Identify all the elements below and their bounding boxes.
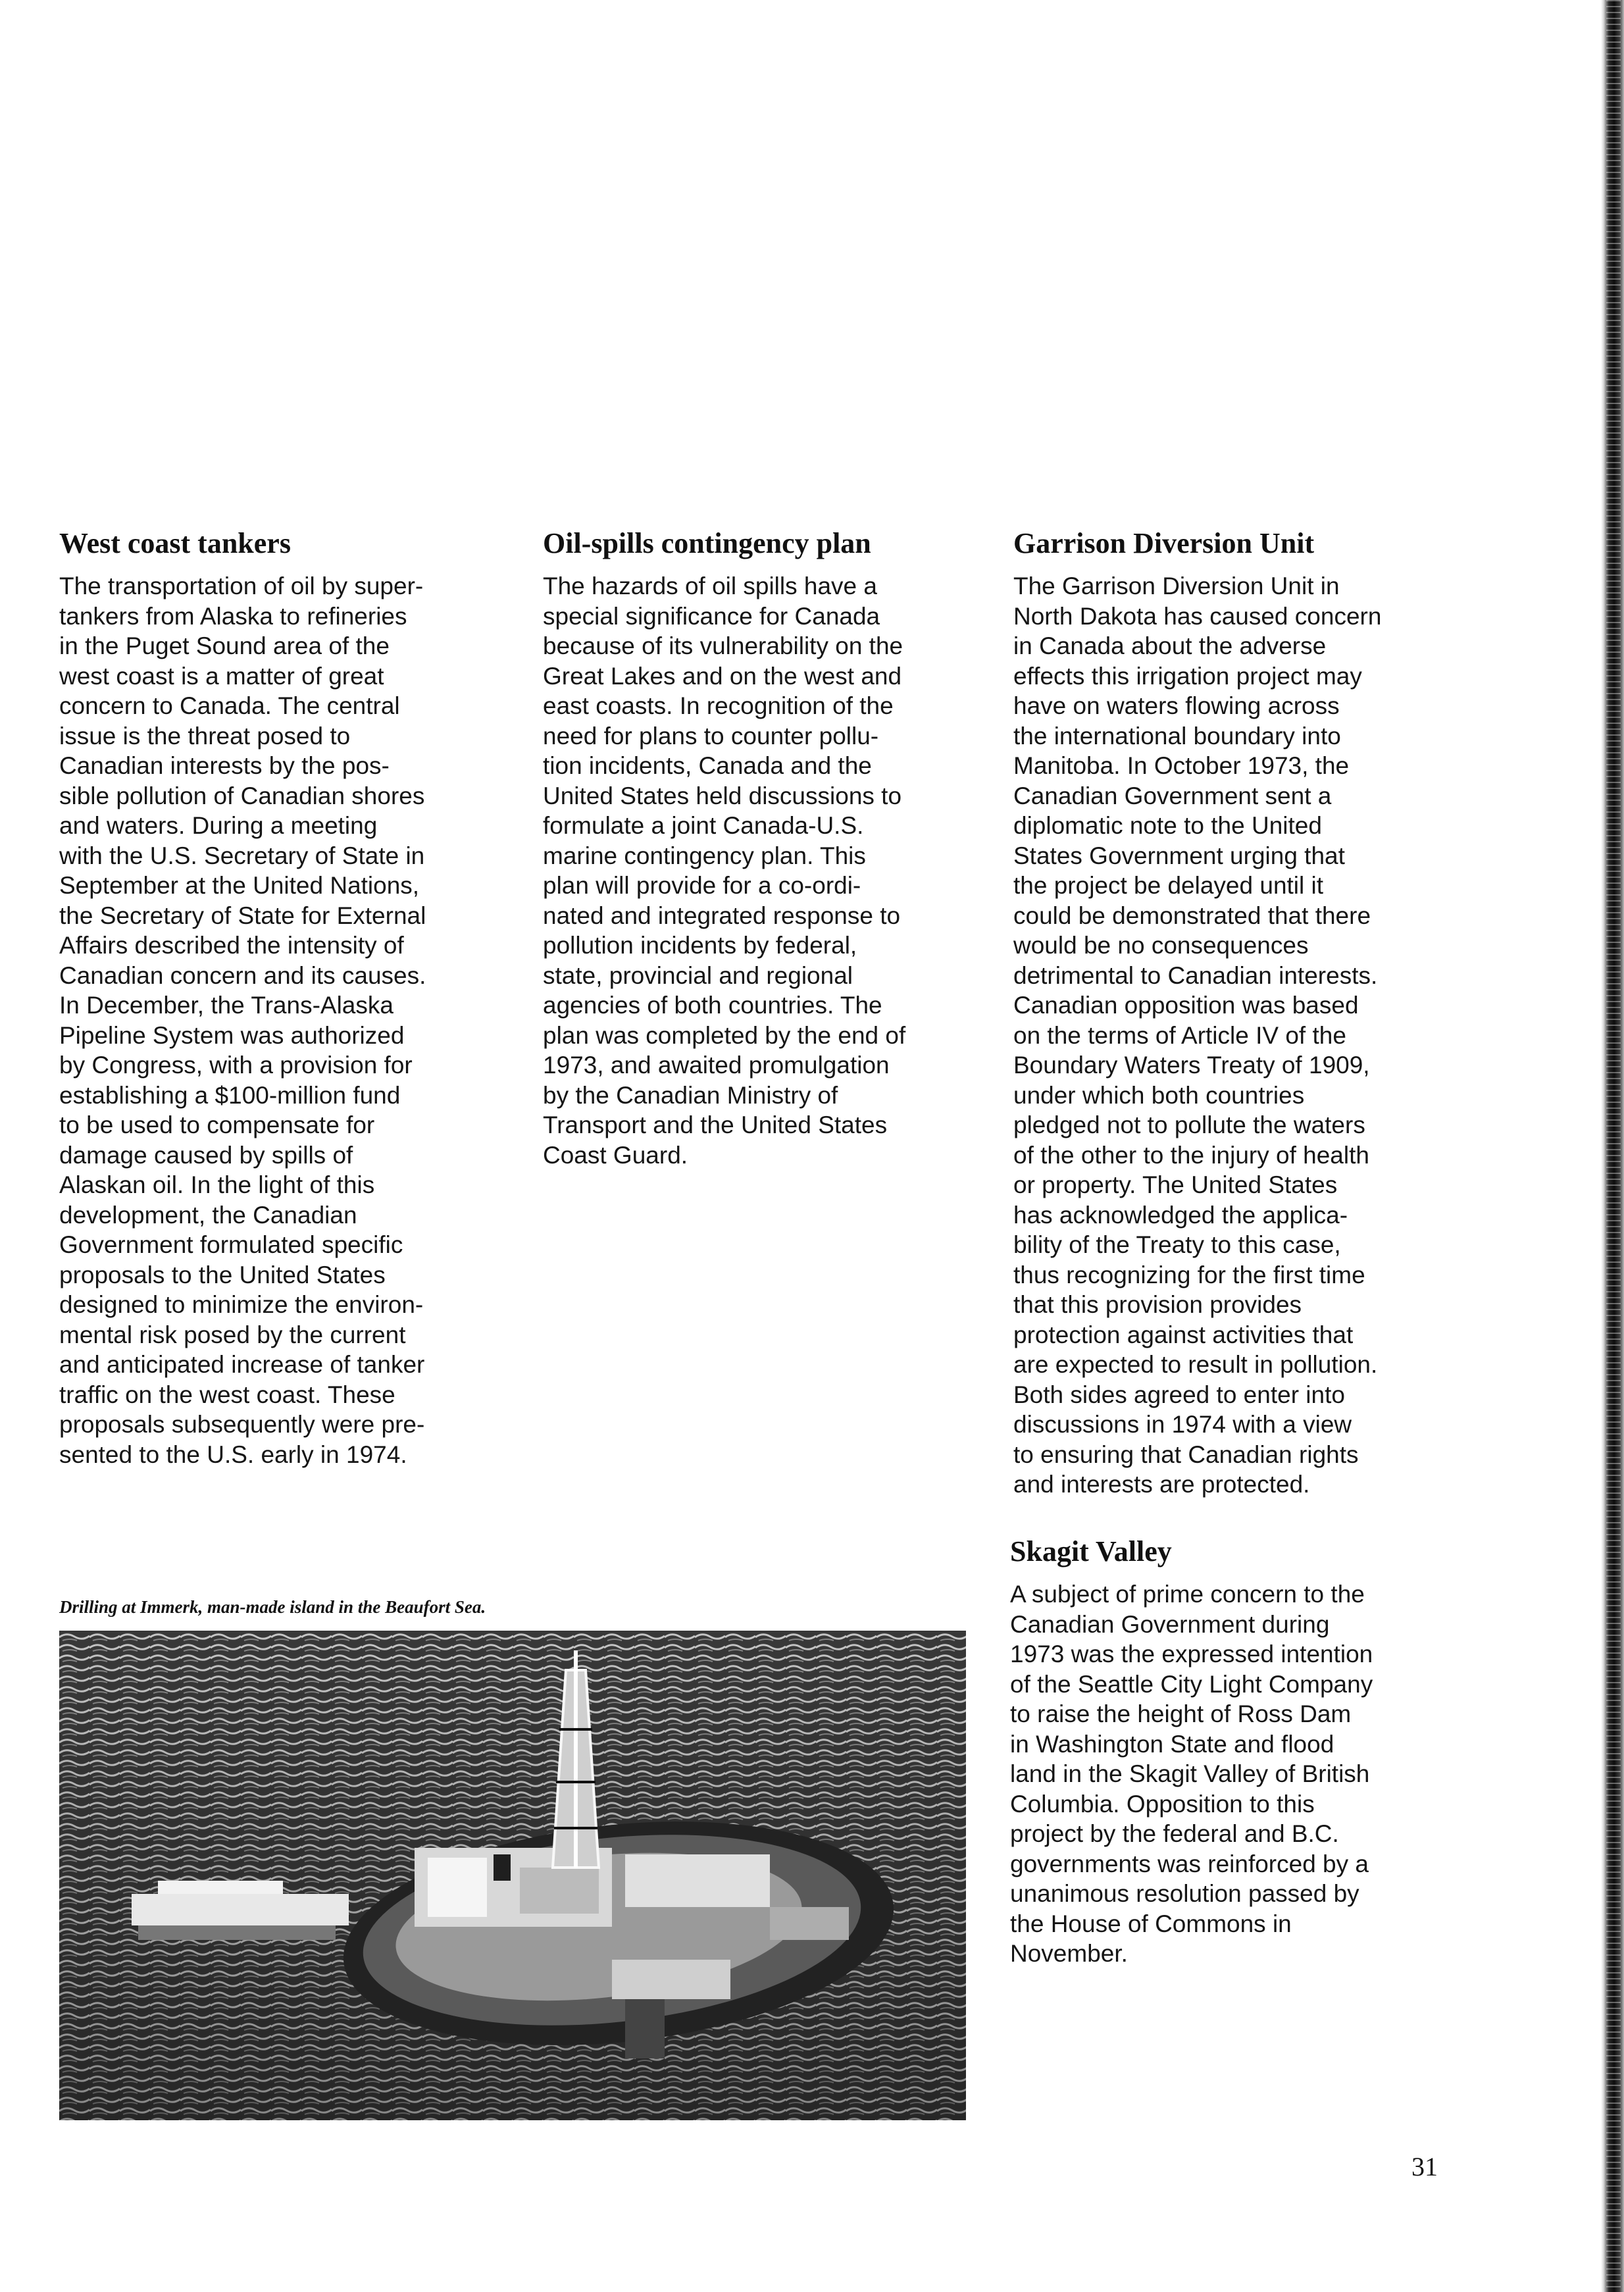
text-line: United States held discussions to bbox=[543, 782, 902, 809]
section-garrison-diversion-unit bbox=[1013, 525, 1451, 1500]
text-line: North Dakota has caused concern bbox=[1013, 602, 1382, 630]
text-line: tion incidents, Canada and the bbox=[543, 752, 872, 779]
text-line: the project be delayed until it bbox=[1013, 872, 1324, 899]
text-line: In December, the Trans-Alaska bbox=[59, 992, 393, 1019]
text-line: proposals to the United States bbox=[59, 1261, 386, 1288]
text-line: need for plans to counter pollu- bbox=[543, 722, 879, 750]
text-line: that this provision provides bbox=[1013, 1291, 1302, 1318]
text-line: The hazards of oil spills have a bbox=[543, 573, 877, 599]
text-line: pollution incidents by federal, bbox=[543, 932, 857, 959]
text-line: A subject of prime concern to the bbox=[1010, 1581, 1365, 1608]
text-line: Both sides agreed to enter into bbox=[1013, 1381, 1345, 1408]
section-heading: Garrison Diversion Unit bbox=[1013, 527, 1315, 559]
text-line: east coasts. In recognition of the bbox=[543, 692, 894, 719]
text-line: on the terms of Article IV of the bbox=[1013, 1021, 1346, 1049]
text-line: of the other to the injury of health bbox=[1013, 1141, 1369, 1169]
text-line: establishing a $100-million fund bbox=[59, 1081, 401, 1109]
section-heading: West coast tankers bbox=[59, 527, 291, 559]
text-line: nated and integrated response to bbox=[543, 902, 901, 929]
text-line: Canadian Government during bbox=[1010, 1610, 1330, 1638]
section-body bbox=[1010, 1579, 1458, 1969]
scan-binding-edge bbox=[1583, 0, 1624, 2292]
text-line: under which both countries bbox=[1013, 1081, 1305, 1109]
text-line: Great Lakes and on the west and bbox=[543, 662, 902, 690]
text-line: special significance for Canada bbox=[543, 602, 880, 630]
text-line: to raise the height of Ross Dam bbox=[1010, 1700, 1352, 1727]
text-line: the Secretary of State for External bbox=[59, 902, 426, 929]
text-line: and interests are protected. bbox=[1013, 1471, 1310, 1498]
text-line: in the Puget Sound area of the bbox=[59, 632, 390, 659]
text-line: Boundary Waters Treaty of 1909, bbox=[1013, 1052, 1370, 1079]
text-line: in Washington State and flood bbox=[1010, 1730, 1334, 1758]
text-line: unanimous resolution passed by bbox=[1010, 1880, 1359, 1907]
text-line: concern to Canada. The central bbox=[59, 692, 400, 719]
text-line: The transportation of oil by super- bbox=[59, 573, 424, 599]
section-oil-spills-contingency-plan bbox=[543, 525, 977, 1170]
text-line: and waters. During a meeting bbox=[59, 812, 378, 839]
text-line: by Congress, with a provision for bbox=[59, 1052, 413, 1079]
text-line: have on waters flowing across bbox=[1013, 692, 1340, 719]
text-line: Canadian interests by the pos- bbox=[59, 752, 390, 779]
text-line: formulate a joint Canada-U.S. bbox=[543, 812, 864, 839]
text-line: November. bbox=[1010, 1940, 1128, 1967]
text-line: and anticipated increase of tanker bbox=[59, 1351, 425, 1378]
text-line: damage caused by spills of bbox=[59, 1141, 353, 1169]
text-line: Canadian concern and its causes. bbox=[59, 961, 426, 989]
text-line: marine contingency plan. This bbox=[543, 842, 866, 869]
text-line: are expected to result in pollution. bbox=[1013, 1351, 1378, 1378]
text-line: September at the United Nations, bbox=[59, 872, 420, 899]
text-line: land in the Skagit Valley of British bbox=[1010, 1760, 1370, 1787]
text-line: project by the federal and B.C. bbox=[1010, 1820, 1339, 1847]
text-line: by the Canadian Ministry of bbox=[543, 1081, 838, 1109]
text-line: protection against activities that bbox=[1013, 1321, 1354, 1348]
text-line: agencies of both countries. The bbox=[543, 992, 882, 1019]
section-skagit-valley bbox=[1010, 1533, 1458, 1969]
text-line: States Government urging that bbox=[1013, 842, 1345, 869]
text-line: because of its vulnerability on the bbox=[543, 632, 903, 659]
text-line: 1973 was the expressed intention bbox=[1010, 1641, 1373, 1668]
text-line: The Garrison Diversion Unit in bbox=[1013, 573, 1340, 599]
text-line: sented to the U.S. early in 1974. bbox=[59, 1440, 407, 1468]
text-line: to ensuring that Canadian rights bbox=[1013, 1440, 1359, 1468]
text-line: 1973, and awaited promulgation bbox=[543, 1052, 890, 1079]
section-west-coast-tankers bbox=[59, 525, 507, 1469]
text-line: could be demonstrated that there bbox=[1013, 902, 1371, 929]
text-line: plan was completed by the end of bbox=[543, 1021, 906, 1049]
text-line: Alaskan oil. In the light of this bbox=[59, 1171, 375, 1198]
text-line: would be no consequences bbox=[1013, 932, 1309, 959]
text-line: designed to minimize the environ- bbox=[59, 1291, 424, 1318]
text-line: proposals subsequently were pre- bbox=[59, 1411, 425, 1438]
text-line: Government formulated specific bbox=[59, 1231, 403, 1258]
text-line: has acknowledged the applica- bbox=[1013, 1201, 1348, 1229]
text-line: thus recognizing for the first time bbox=[1013, 1261, 1365, 1288]
text-line: effects this irrigation project may bbox=[1013, 662, 1362, 690]
text-line: discussions in 1974 with a view bbox=[1013, 1411, 1352, 1438]
page-number: 31 bbox=[1411, 2152, 1438, 2181]
text-line: Affairs described the intensity of bbox=[59, 932, 404, 959]
text-line: of the Seattle City Light Company bbox=[1010, 1670, 1373, 1698]
text-line: Manitoba. In October 1973, the bbox=[1013, 752, 1350, 779]
text-line: pledged not to pollute the waters bbox=[1013, 1111, 1365, 1138]
section-body bbox=[59, 571, 507, 1469]
section-body bbox=[1013, 571, 1451, 1500]
text-line: diplomatic note to the United bbox=[1013, 812, 1322, 839]
text-line: development, the Canadian bbox=[59, 1201, 357, 1229]
text-line: to be used to compensate for bbox=[59, 1111, 375, 1138]
text-line: the House of Commons in bbox=[1010, 1910, 1292, 1937]
text-line: in Canada about the adverse bbox=[1013, 632, 1327, 659]
text-line: Pipeline System was authorized bbox=[59, 1021, 405, 1049]
text-line: governments was reinforced by a bbox=[1010, 1850, 1369, 1877]
section-heading: Oil-spills contingency plan bbox=[543, 527, 871, 559]
text-line: or property. The United States bbox=[1013, 1171, 1338, 1198]
text-line: the international boundary into bbox=[1013, 722, 1341, 750]
text-line: Coast Guard. bbox=[543, 1141, 688, 1169]
section-heading: Skagit Valley bbox=[1010, 1535, 1172, 1567]
figure-caption: Drilling at Immerk, man-made island in the Beaufort Sea. bbox=[59, 1597, 486, 1617]
text-line: west coast is a matter of great bbox=[59, 662, 384, 690]
text-line: Transport and the United States bbox=[543, 1111, 888, 1138]
text-line: Canadian opposition was based bbox=[1013, 992, 1359, 1019]
text-line: bility of the Treaty to this case, bbox=[1013, 1231, 1341, 1258]
aerial-photo-drilling-island bbox=[59, 1631, 966, 2120]
text-line: plan will provide for a co-ordi- bbox=[543, 872, 861, 899]
text-line: Canadian Government sent a bbox=[1013, 782, 1332, 809]
text-line: detrimental to Canadian interests. bbox=[1013, 961, 1378, 989]
text-line: sible pollution of Canadian shores bbox=[59, 782, 425, 809]
text-line: traffic on the west coast. These bbox=[59, 1381, 395, 1408]
text-line: Columbia. Opposition to this bbox=[1010, 1790, 1315, 1818]
text-line: with the U.S. Secretary of State in bbox=[59, 842, 425, 869]
text-line: issue is the threat posed to bbox=[59, 722, 351, 750]
text-line: mental risk posed by the current bbox=[59, 1321, 406, 1348]
text-line: tankers from Alaska to refineries bbox=[59, 602, 407, 630]
section-body bbox=[543, 571, 977, 1170]
text-line: state, provincial and regional bbox=[543, 961, 853, 989]
